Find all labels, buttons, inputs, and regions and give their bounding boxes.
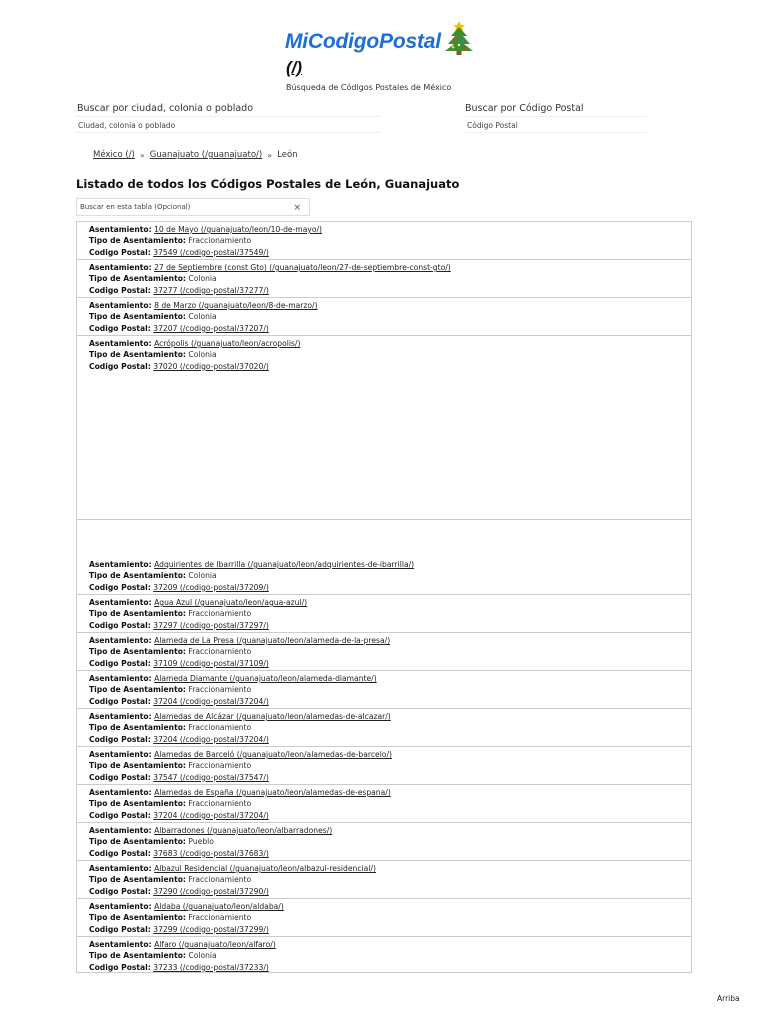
row-tipo-line	[89, 646, 691, 657]
search-cp-label: Buscar por Código Postal	[465, 103, 584, 114]
asentamiento-link[interactable]: Alameda Diamante (/guanajuato/leon/alameda-diamante/)	[154, 674, 377, 683]
table-row	[77, 747, 691, 785]
row-tipo-line	[89, 349, 691, 360]
logo-text[interactable]: MiCodigoPostal	[285, 30, 441, 53]
row-tipo-line	[89, 311, 691, 322]
codigo-label: Codigo Postal:	[89, 582, 151, 592]
tipo-value: Colonia	[188, 951, 217, 961]
row-codigo-line	[89, 247, 691, 258]
tipo-label: Tipo de Asentamiento:	[89, 685, 186, 695]
row-tipo-line	[89, 798, 691, 809]
codigo-postal-link[interactable]: 37207 (/codigo-postal/37207/)	[153, 323, 269, 333]
tipo-value: Colonia	[188, 350, 217, 360]
asentamiento-label: Asentamiento:	[89, 225, 152, 234]
codigo-label: Codigo Postal:	[89, 620, 151, 630]
tipo-value: Fraccionamiento	[188, 685, 252, 695]
row-asentamiento-line	[89, 597, 691, 608]
row-tipo-line	[89, 912, 691, 923]
breadcrumb-guanajuato[interactable]: Guanajuato (/guanajuato/)	[149, 150, 263, 160]
asentamiento-link[interactable]: Alamedas de Alcázar (/guanajuato/leon/alamedas-de-alcazar/)	[154, 712, 391, 721]
tipo-label: Tipo de Asentamiento:	[89, 951, 186, 961]
table-row	[77, 557, 691, 595]
row-codigo-line	[89, 285, 691, 296]
tipo-label: Tipo de Asentamiento:	[89, 913, 186, 923]
asentamiento-label: Asentamiento:	[89, 902, 152, 911]
codigo-label: Codigo Postal:	[89, 361, 151, 371]
row-tipo-line	[89, 684, 691, 695]
table-row	[77, 633, 691, 671]
row-codigo-line	[89, 734, 691, 745]
row-codigo-line	[89, 361, 691, 372]
row-tipo-line	[89, 608, 691, 619]
codigo-postal-link[interactable]: 37299 (/codigo-postal/37299/)	[153, 924, 269, 934]
table-row	[77, 260, 691, 298]
asentamiento-link[interactable]: Alamedas de Barceló (/guanajuato/leon/alamedas-de-barcelo/)	[154, 750, 392, 759]
tipo-value: Fraccionamiento	[188, 799, 252, 809]
row-tipo-line	[89, 273, 691, 284]
row-codigo-line	[89, 620, 691, 631]
codigo-postal-link[interactable]: 37549 (/codigo-postal/37549/)	[153, 247, 269, 257]
tipo-value: Fraccionamiento	[188, 236, 252, 246]
asentamiento-link[interactable]: Agua Azul (/guanajuato/leon/agua-azul/)	[154, 598, 308, 607]
row-tipo-line	[89, 836, 691, 847]
asentamiento-label: Asentamiento:	[89, 339, 152, 348]
row-codigo-line	[89, 962, 691, 973]
row-codigo-line	[89, 810, 691, 821]
tipo-value: Fraccionamiento	[188, 875, 252, 885]
tipo-value: Colonia	[188, 274, 217, 284]
tipo-label: Tipo de Asentamiento:	[89, 571, 186, 581]
row-codigo-line	[89, 696, 691, 707]
tipo-value: Colonia	[188, 312, 217, 322]
tipo-label: Tipo de Asentamiento:	[89, 723, 186, 733]
table-row	[77, 671, 691, 709]
table-row	[77, 899, 691, 937]
codigo-postal-link[interactable]: 37109 (/codigo-postal/37109/)	[153, 658, 269, 668]
search-city-label: Buscar por ciudad, colonia o poblado	[77, 103, 254, 114]
row-codigo-line	[89, 323, 691, 334]
codigo-label: Codigo Postal:	[89, 924, 151, 934]
row-asentamiento-line	[89, 224, 691, 235]
row-asentamiento-line	[89, 787, 691, 798]
tipo-label: Tipo de Asentamiento:	[89, 350, 186, 360]
christmas-tree-icon	[442, 18, 476, 56]
site-logo[interactable]	[285, 18, 476, 56]
search-city-input[interactable]: Ciudad, colonia o poblado	[76, 116, 380, 133]
codigo-label: Codigo Postal:	[89, 772, 151, 782]
codigo-label: Codigo Postal:	[89, 247, 151, 257]
codigo-label: Codigo Postal:	[89, 285, 151, 295]
asentamiento-link[interactable]: Alameda de La Presa (/guanajuato/leon/alameda-de-la-presa/)	[154, 636, 391, 645]
codigo-label: Codigo Postal:	[89, 962, 151, 972]
asentamiento-link[interactable]: 27 de Septiembre (const Gto) (/guanajuato/leon/27-de-septiembre-const-gto/)	[154, 263, 451, 272]
codigo-label: Codigo Postal:	[89, 810, 151, 820]
codigo-postal-link[interactable]: 37204 (/codigo-postal/37204/)	[153, 734, 269, 744]
table-row	[77, 823, 691, 861]
codigo-postal-link[interactable]: 37297 (/codigo-postal/37297/)	[153, 620, 269, 630]
back-to-top-link[interactable]: Arriba	[717, 994, 740, 1003]
codigo-postal-link[interactable]: 37020 (/codigo-postal/37020/)	[153, 361, 269, 371]
codigo-label: Codigo Postal:	[89, 658, 151, 668]
row-asentamiento-line	[89, 749, 691, 760]
codigo-label: Codigo Postal:	[89, 734, 151, 744]
breadcrumb-separator: »	[139, 150, 145, 160]
tipo-label: Tipo de Asentamiento:	[89, 761, 186, 771]
row-tipo-line	[89, 760, 691, 771]
site-tagline: Búsqueda de Códigos Postales de México	[286, 83, 452, 92]
asentamiento-label: Asentamiento:	[89, 826, 152, 835]
asentamiento-label: Asentamiento:	[89, 301, 152, 310]
page-title: Listado de todos los Códigos Postales de León, Guanajuato	[76, 177, 460, 191]
tipo-label: Tipo de Asentamiento:	[89, 799, 186, 809]
asentamiento-link[interactable]: Alamedas de España (/guanajuato/leon/alamedas-de-espana/)	[154, 788, 391, 797]
tipo-label: Tipo de Asentamiento:	[89, 875, 186, 885]
table-row	[77, 222, 691, 260]
row-tipo-line	[89, 874, 691, 885]
codigo-label: Codigo Postal:	[89, 886, 151, 896]
table-row	[77, 298, 691, 336]
row-asentamiento-line	[89, 711, 691, 722]
row-tipo-line	[89, 570, 691, 581]
asentamiento-label: Asentamiento:	[89, 674, 152, 683]
codigo-postal-link[interactable]: 37290 (/codigo-postal/37290/)	[153, 886, 269, 896]
breadcrumb-current: León	[277, 150, 298, 160]
tipo-value: Colonia	[188, 571, 217, 581]
asentamiento-label: Asentamiento:	[89, 560, 152, 569]
row-tipo-line	[89, 722, 691, 733]
row-codigo-line	[89, 848, 691, 859]
row-tipo-line	[89, 950, 691, 961]
asentamiento-link[interactable]: Albarradones (/guanajuato/leon/albarradones/)	[154, 826, 333, 835]
search-cp-input[interactable]: Código Postal	[465, 116, 647, 133]
asentamiento-label: Asentamiento:	[89, 750, 152, 759]
asentamiento-label: Asentamiento:	[89, 788, 152, 797]
row-tipo-line	[89, 235, 691, 246]
row-asentamiento-line	[89, 901, 691, 912]
home-link[interactable]: (/)	[286, 58, 303, 77]
table-row	[77, 595, 691, 633]
table-row	[77, 336, 691, 520]
tipo-label: Tipo de Asentamiento:	[89, 837, 186, 847]
codigo-label: Codigo Postal:	[89, 848, 151, 858]
asentamiento-link[interactable]: Alfaro (/guanajuato/leon/alfaro/)	[154, 940, 276, 949]
codigo-postal-link[interactable]: 37204 (/codigo-postal/37204/)	[153, 696, 269, 706]
codigo-postal-link[interactable]: 37204 (/codigo-postal/37204/)	[153, 810, 269, 820]
tipo-value: Fraccionamiento	[188, 913, 252, 923]
tipo-value: Fraccionamiento	[188, 647, 252, 657]
tipo-label: Tipo de Asentamiento:	[89, 609, 186, 619]
table-row	[77, 937, 691, 973]
postal-codes-table	[76, 221, 692, 973]
codigo-postal-link[interactable]: 37277 (/codigo-postal/37277/)	[153, 285, 269, 295]
asentamiento-label: Asentamiento:	[89, 598, 152, 607]
tipo-label: Tipo de Asentamiento:	[89, 312, 186, 322]
asentamiento-link[interactable]: Albazul Residencial (/guanajuato/leon/albazul-residencial/)	[154, 864, 376, 873]
asentamiento-link[interactable]: 8 de Marzo (/guanajuato/leon/8-de-marzo/)	[154, 301, 318, 310]
tipo-label: Tipo de Asentamiento:	[89, 647, 186, 657]
row-codigo-line	[89, 886, 691, 897]
codigo-postal-link[interactable]: 37233 (/codigo-postal/37233/)	[153, 962, 269, 972]
codigo-label: Codigo Postal:	[89, 696, 151, 706]
row-asentamiento-line	[89, 635, 691, 646]
tipo-value: Pueblo	[188, 837, 214, 847]
breadcrumb	[93, 150, 298, 160]
breadcrumb-separator: »	[267, 150, 273, 160]
asentamiento-label: Asentamiento:	[89, 712, 152, 721]
asentamiento-label: Asentamiento:	[89, 263, 152, 272]
row-codigo-line	[89, 582, 691, 593]
row-asentamiento-line	[89, 300, 691, 311]
asentamiento-label: Asentamiento:	[89, 636, 152, 645]
asentamiento-link[interactable]: 10 de Mayo (/guanajuato/leon/10-de-mayo/)	[154, 225, 323, 234]
row-codigo-line	[89, 924, 691, 935]
row-asentamiento-line	[89, 825, 691, 836]
breadcrumb-mexico[interactable]: México (/)	[93, 150, 135, 160]
row-asentamiento-line	[89, 863, 691, 874]
row-codigo-line	[89, 658, 691, 669]
asentamiento-link[interactable]: Aldaba (/guanajuato/leon/aldaba/)	[154, 902, 284, 911]
tipo-label: Tipo de Asentamiento:	[89, 274, 186, 284]
row-codigo-line	[89, 772, 691, 783]
table-row	[77, 785, 691, 823]
asentamiento-link[interactable]: Adquirientes de Ibarrilla (/guanajuato/leon/adquirientes-de-ibarrilla/)	[154, 560, 415, 569]
tipo-value: Fraccionamiento	[188, 609, 252, 619]
table-filter-input[interactable]	[76, 198, 310, 216]
tipo-value: Fraccionamiento	[188, 761, 252, 771]
codigo-label: Codigo Postal:	[89, 323, 151, 333]
row-asentamiento-line	[89, 338, 691, 349]
asentamiento-link[interactable]: Acrópolis (/guanajuato/leon/acropolis/)	[154, 339, 301, 348]
table-row	[77, 861, 691, 899]
row-asentamiento-line	[89, 559, 691, 570]
codigo-postal-link[interactable]: 37683 (/codigo-postal/37683/)	[153, 848, 269, 858]
asentamiento-label: Asentamiento:	[89, 940, 152, 949]
table-filter-placeholder: Buscar en esta tabla (Opcional)	[80, 203, 191, 211]
row-asentamiento-line	[89, 262, 691, 273]
row-asentamiento-line	[89, 673, 691, 684]
table-row	[77, 709, 691, 747]
asentamiento-label: Asentamiento:	[89, 864, 152, 873]
codigo-postal-link[interactable]: 37209 (/codigo-postal/37209/)	[153, 582, 269, 592]
row-asentamiento-line	[89, 939, 691, 950]
clear-filter-button[interactable]: ×	[293, 203, 301, 213]
codigo-postal-link[interactable]: 37547 (/codigo-postal/37547/)	[153, 772, 269, 782]
tipo-value: Fraccionamiento	[188, 723, 252, 733]
tipo-label: Tipo de Asentamiento:	[89, 236, 186, 246]
